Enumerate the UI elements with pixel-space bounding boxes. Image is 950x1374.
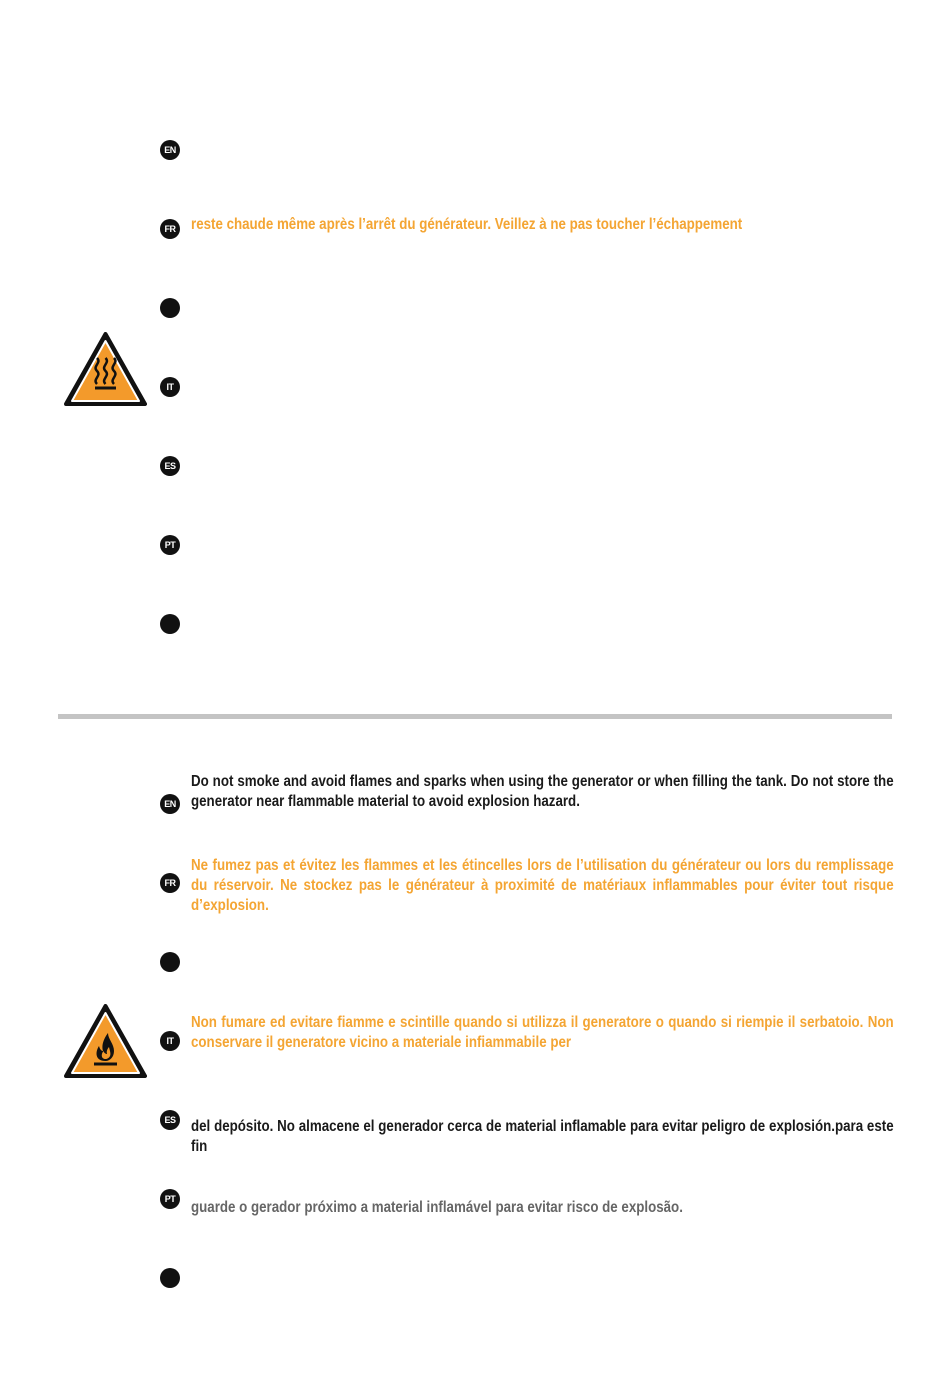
pt-text: guarde o gerador próximo a material inflamável para evitar risco de explosão. — [191, 1199, 683, 1216]
section-divider — [58, 714, 892, 719]
badge-blank — [160, 614, 180, 634]
flammable-warning-icon — [64, 1004, 147, 1079]
es-text: del depósito. No almacene el generador cerca de material inflamable para evitar peligro de explosión.para este fin — [191, 1118, 894, 1155]
it-text: Non fumare ed evitare fiamme e scintille quando si utilizza il generatore o quando si riempie il serbatoio. Non conservare il generatore vicino a materiale infiammabile per — [191, 1014, 894, 1051]
badge-pt: PT — [160, 535, 180, 555]
hot-surface-warning-icon — [64, 332, 147, 407]
badge-fr: FR — [160, 873, 180, 893]
badge-pt: PT — [160, 1189, 180, 1209]
en-text: Do not smoke and avoid flames and sparks when using the generator or when filling the tank. Do not store the generator near flammable material to avoid explosion hazard. — [191, 773, 894, 810]
fr-text: reste chaude même après l’arrêt du générateur. Veillez à ne pas toucher l’échappement — [191, 216, 743, 233]
fr-text: Ne fumez pas et évitez les flammes et les étincelles lors de l’utilisation du générateur ou lors du remplissage du réservoir. Ne stockez pas le générateur à proximité de matériaux inflammables pour éviter tout risque d’explosion. — [191, 857, 894, 914]
badge-es: ES — [160, 456, 180, 476]
badge-it: IT — [160, 1031, 180, 1051]
badge-blank — [160, 1268, 180, 1288]
badge-fr: FR — [160, 219, 180, 239]
badge-en: EN — [160, 140, 180, 160]
badge-it: IT — [160, 377, 180, 397]
badge-es: ES — [160, 1110, 180, 1130]
badge-blank — [160, 298, 180, 318]
badge-blank — [160, 952, 180, 972]
badge-en: EN — [160, 794, 180, 814]
